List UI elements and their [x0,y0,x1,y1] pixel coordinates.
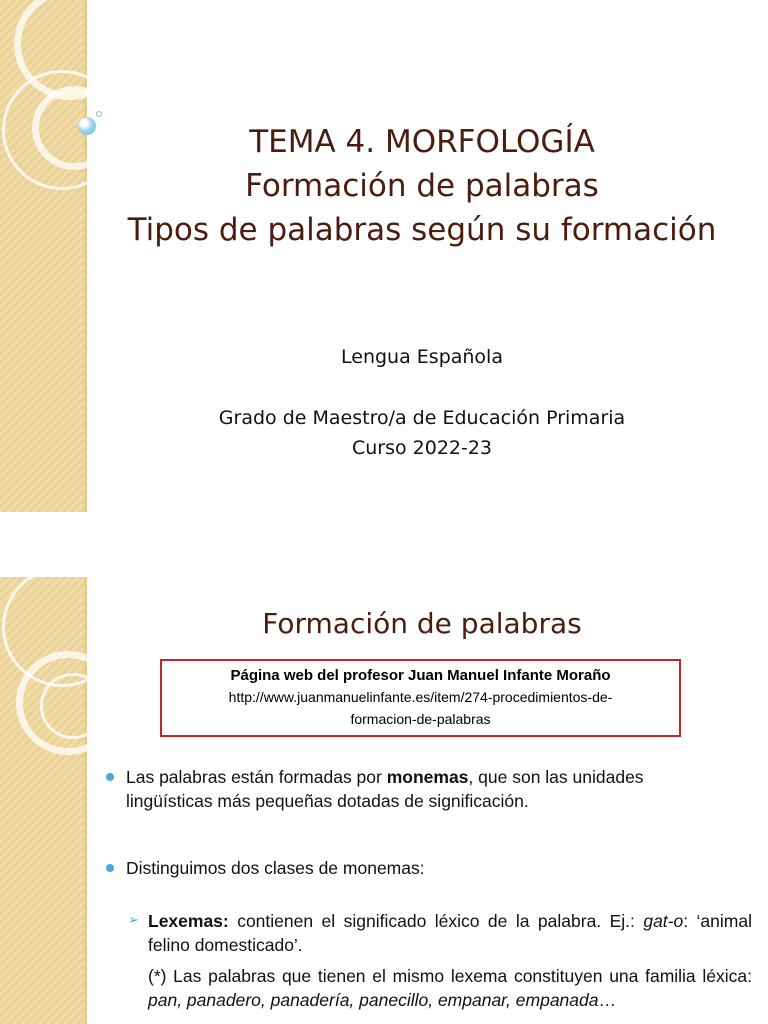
course-label: Curso 2022-23 [351,437,493,459]
title-line-1: TEMA 4. MORFOLOGÍA [249,124,595,160]
title-line-3: Tipos de palabras según su formación [127,212,717,248]
bullet-monemas [126,765,726,813]
lexemas-label: Lexemas: [148,911,229,931]
arrow-bullet-icon: ➢ [128,913,139,928]
note-text: (*) Las palabras que tienen el mismo lexema constituyen una familia léxica: [148,966,752,986]
title-line-2: Formación de palabras [245,168,599,204]
decorative-bubble [96,111,102,117]
lexemas-text: contienen el significado léxico de la palabra. Ej.: [228,911,644,931]
reference-url-line-2[interactable]: formacion-de-palabras [350,711,491,727]
reference-title: Página web del profesor Juan Manuel Infante Moraño [230,667,611,684]
round-bullet-icon [106,864,114,872]
familia-lexica-note [148,964,752,1012]
slide-title: Formación de palabras [262,607,582,640]
content-slide [0,577,768,1024]
lexemas-gloss: : ‘animal felino domesticado’. [148,911,752,955]
bullet-monemas-bold: monemas [386,767,469,787]
round-bullet-icon [106,773,114,781]
bullet-monemas-text-after: , que son las unidades lingüísticas más pequeñas dotadas de significación. [126,767,644,811]
slide-separator [0,512,768,577]
main-title [88,120,756,252]
sub-bullet-lexemas [148,909,752,957]
subject-label: Lengua Española [341,346,503,368]
degree-label: Grado de Maestro/a de Educación Primaria [218,407,626,429]
reference-link[interactable] [162,686,679,730]
note-ellipsis: … [598,990,616,1010]
note-examples: pan, panadero, panadería, panecillo, empanar, empanada [148,990,599,1010]
decorative-ring [40,673,106,739]
reference-url-line-1[interactable]: http://www.juanmanuelinfante.es/item/274-procedimientos-de- [228,689,613,705]
bullet-clases: Distinguimos dos clases de monemas: [126,858,425,878]
lexemas-example: gat-o [643,911,684,931]
bullet-monemas-text-before: Las palabras están formadas por [126,767,387,787]
reference-box [160,659,681,737]
